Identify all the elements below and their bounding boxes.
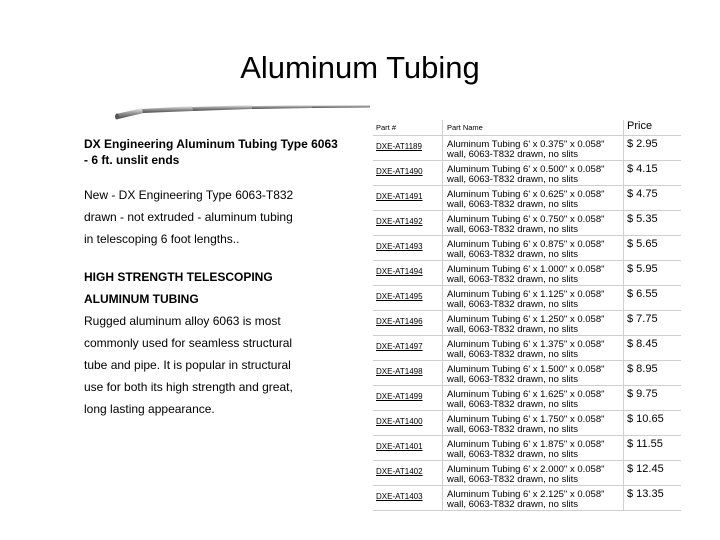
part-name-cell [443, 335, 624, 360]
part-wall: wall, 6063-T832 drawn, no slits [447, 248, 578, 260]
price-cell [624, 435, 682, 460]
part-number-cell [373, 135, 443, 160]
table-row [373, 485, 681, 510]
price: $ 5.95 [627, 262, 658, 275]
price-cell [624, 260, 682, 285]
part-number-link[interactable]: DXE-AT1493 [376, 241, 423, 251]
part-name: Aluminum Tubing 6' x 1.625" x 0.058" [447, 388, 605, 400]
price-cell [624, 210, 682, 235]
part-number-link[interactable]: DXE-AT1403 [376, 491, 423, 501]
part-number-cell [373, 235, 443, 260]
part-wall: wall, 6063-T832 drawn, no slits [447, 348, 578, 360]
part-number-cell [373, 260, 443, 285]
part-name: Aluminum Tubing 6' x 1.500" x 0.058" [447, 363, 605, 375]
part-wall: wall, 6063-T832 drawn, no slits [447, 323, 578, 335]
part-number-cell [373, 410, 443, 435]
price-cell [624, 485, 682, 510]
price: $ 11.55 [627, 437, 663, 450]
part-number-link[interactable]: DXE-AT1497 [376, 341, 423, 351]
part-name-cell [443, 185, 624, 210]
part-number-link[interactable]: DXE-AT1400 [376, 416, 423, 426]
part-name-cell [443, 260, 624, 285]
price-cell [624, 310, 682, 335]
price-cell [624, 135, 682, 160]
part-name-cell [443, 160, 624, 185]
table-row [373, 160, 681, 185]
table-row [373, 285, 681, 310]
part-name-cell [443, 310, 624, 335]
product-heading: DX Engineering Aluminum Tubing Type 6063 - 6 ft. unslit ends [84, 137, 338, 167]
header-price: Price [624, 120, 682, 135]
part-name: Aluminum Tubing 6' x 0.625" x 0.058" [447, 188, 605, 200]
part-name: Aluminum Tubing 6' x 2.000" x 0.058" [447, 463, 605, 475]
part-name: Aluminum Tubing 6' x 1.000" x 0.058" [447, 263, 605, 275]
part-name: Aluminum Tubing 6' x 1.875" x 0.058" [447, 438, 605, 450]
part-name: Aluminum Tubing 6' x 1.375" x 0.058" [447, 338, 605, 350]
part-number-link[interactable]: DXE-AT1496 [376, 316, 423, 326]
price-cell [624, 460, 682, 485]
part-name: Aluminum Tubing 6' x 2.125" x 0.058" [447, 488, 605, 500]
strength-heading: ALUMINUM TUBING [84, 292, 199, 306]
part-wall: wall, 6063-T832 drawn, no slits [447, 448, 578, 460]
part-number-cell [373, 285, 443, 310]
price: $ 13.35 [627, 487, 664, 500]
price-cell [624, 185, 682, 210]
part-number-link[interactable]: DXE-AT1490 [376, 166, 423, 176]
table-row [373, 185, 681, 210]
part-number-link[interactable]: DXE-AT1495 [376, 291, 423, 301]
description-line: long lasting appearance. [84, 402, 215, 416]
table-row [373, 385, 681, 410]
price: $ 10.65 [627, 412, 664, 425]
part-number-link[interactable]: DXE-AT1494 [376, 266, 423, 276]
description-line: in telescoping 6 foot lengths.. [84, 232, 240, 246]
table-row [373, 435, 681, 460]
part-name: Aluminum Tubing 6' x 1.125" x 0.058" [447, 288, 605, 300]
part-wall: wall, 6063-T832 drawn, no slits [447, 223, 578, 235]
price-cell [624, 160, 682, 185]
part-number-cell [373, 460, 443, 485]
part-name: Aluminum Tubing 6' x 1.750" x 0.058" [447, 413, 605, 425]
part-number-cell [373, 385, 443, 410]
price: $ 9.75 [627, 387, 658, 400]
part-name-cell [443, 285, 624, 310]
part-name: Aluminum Tubing 6' x 0.750" x 0.058" [447, 213, 605, 225]
part-number-link[interactable]: DXE-AT1401 [376, 441, 423, 451]
part-number-cell [373, 160, 443, 185]
price: $ 4.15 [627, 162, 658, 175]
price-cell [624, 410, 682, 435]
part-name-cell [443, 135, 624, 160]
description-panel [84, 136, 344, 420]
part-name-cell [443, 460, 624, 485]
description-line: commonly used for seamless structural [84, 336, 293, 350]
part-name: Aluminum Tubing 6' x 0.875" x 0.058" [447, 238, 605, 250]
price-cell [624, 385, 682, 410]
table-header-row [373, 120, 681, 135]
part-name-cell [443, 360, 624, 385]
price: $ 8.45 [627, 337, 658, 350]
part-wall: wall, 6063-T832 drawn, no slits [447, 273, 578, 285]
price-cell [624, 235, 682, 260]
parts-table [373, 120, 681, 511]
price: $ 12.45 [627, 462, 664, 475]
price: $ 7.75 [627, 312, 658, 325]
price: $ 6.55 [627, 287, 658, 300]
part-number-link[interactable]: DXE-AT1402 [376, 466, 423, 476]
part-wall: wall, 6063-T832 drawn, no slits [447, 198, 578, 210]
part-wall: wall, 6063-T832 drawn, no slits [447, 373, 578, 385]
part-wall: wall, 6063-T832 drawn, no slits [447, 498, 578, 510]
description-line: tube and pipe. It is popular in structural [84, 358, 291, 372]
part-name: Aluminum Tubing 6' x 0.375" x 0.058" [447, 138, 605, 150]
description-line: use for both its high strength and great, [84, 380, 293, 394]
part-wall: wall, 6063-T832 drawn, no slits [447, 173, 578, 185]
part-name-cell [443, 435, 624, 460]
header-part-number: Part # [373, 120, 443, 135]
part-name-cell [443, 410, 624, 435]
table-row [373, 135, 681, 160]
part-name-cell [443, 385, 624, 410]
table-row [373, 210, 681, 235]
table-row [373, 335, 681, 360]
part-wall: wall, 6063-T832 drawn, no slits [447, 298, 578, 310]
part-number-cell [373, 435, 443, 460]
table-row [373, 235, 681, 260]
part-number-link[interactable]: DXE-AT1189 [376, 141, 422, 151]
part-name: Aluminum Tubing 6' x 0.500" x 0.058" [447, 163, 605, 175]
part-wall: wall, 6063-T832 drawn, no slits [447, 423, 578, 435]
part-name-cell [443, 210, 624, 235]
page-title: Aluminum Tubing [240, 50, 480, 85]
part-number-cell [373, 485, 443, 510]
header-part-name: Part Name [443, 120, 624, 135]
price: $ 8.95 [627, 362, 658, 375]
table-row [373, 360, 681, 385]
table-row [373, 410, 681, 435]
part-name-cell [443, 485, 624, 510]
part-number-cell [373, 185, 443, 210]
table-row [373, 260, 681, 285]
price-cell [624, 285, 682, 310]
part-number-cell [373, 335, 443, 360]
part-name-cell [443, 235, 624, 260]
part-number-link[interactable]: DXE-AT1499 [376, 391, 423, 401]
part-wall: wall, 6063-T832 drawn, no slits [447, 398, 578, 410]
price: $ 4.75 [627, 187, 658, 200]
part-number-link[interactable]: DXE-AT1498 [376, 366, 423, 376]
part-number-cell [373, 310, 443, 335]
part-number-cell [373, 360, 443, 385]
description-line: drawn - not extruded - aluminum tubing [84, 210, 293, 224]
table-row [373, 310, 681, 335]
part-number-link[interactable]: DXE-AT1492 [376, 216, 423, 226]
strength-heading: HIGH STRENGTH TELESCOPING [84, 270, 273, 284]
part-wall: wall, 6063-T832 drawn, no slits [447, 473, 578, 485]
price: $ 5.35 [627, 212, 658, 225]
table-row [373, 460, 681, 485]
part-number-link[interactable]: DXE-AT1491 [376, 191, 423, 201]
description-line: New - DX Engineering Type 6063-T832 [84, 188, 294, 202]
aluminum-tubes-image [112, 104, 372, 126]
price-cell [624, 335, 682, 360]
price: $ 2.95 [627, 137, 658, 150]
part-wall: wall, 6063-T832 drawn, no slits [447, 148, 578, 160]
part-name: Aluminum Tubing 6' x 1.250" x 0.058" [447, 313, 605, 325]
price-cell [624, 360, 682, 385]
part-number-cell [373, 210, 443, 235]
price: $ 5.65 [627, 237, 658, 250]
description-line: Rugged aluminum alloy 6063 is most [84, 314, 281, 328]
